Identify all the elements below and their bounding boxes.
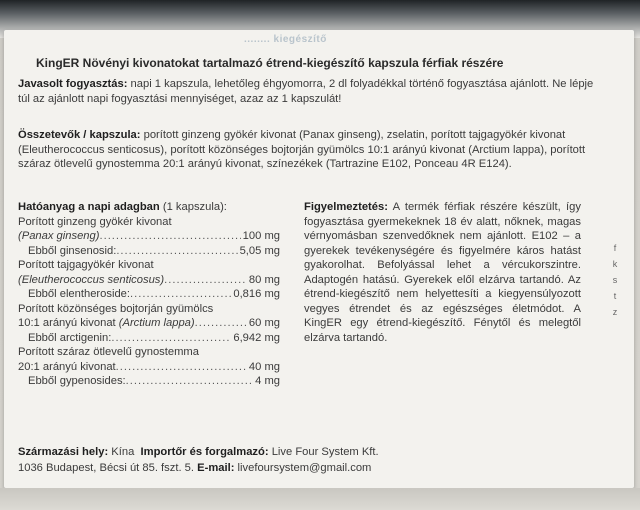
nutrition-subrow	[18, 244, 280, 259]
box-bottom-edge	[0, 488, 640, 510]
nutrition-subrow	[18, 331, 280, 346]
ingredient-ratio: 10:1 arányú kivonat	[18, 317, 119, 329]
ingredients-text: porított ginzeng gyökér kivonat (Panax ginseng), zselatin, porított tajgagyökér kivonat (Eleutherococcus senticosus), porított közönséges bojtorján gyümölcs 10:1 arányú kivonat (Arctium lappa), porított száraz ötlevelű gynostemma 20:1 arányú kivonat, színezékek (Tartrazine E102, Ponceau 4R E124).	[18, 129, 586, 170]
origin-value: Kína	[111, 446, 135, 458]
ingredient-amount: 100 mg	[242, 230, 280, 242]
nutrition-subrow	[18, 374, 280, 389]
sub-amount: 5,05 mg	[239, 244, 280, 257]
nutrition-heading	[18, 200, 280, 215]
warning-label: Figyelmeztetés:	[304, 201, 388, 213]
side-mark: f	[613, 243, 617, 253]
ingredient-latin: (Arctium lappa)	[118, 317, 195, 329]
email-label: E-mail:	[197, 462, 235, 474]
warning-text: A termék férfiak részére készült, így fogyasztása gyermekeknek 18 év alatt, nőknek, magas vérnyomásban szenvedőknek nem ajánlott. E102 – a gyerekek tevékenységére és figyelmére káros hatást gyakorolhat. Befolyással lehet a vércukorszintre. Adaptogén hatású. Gyerekek elől elzárva tartandó. Az étrend-kiegészítő nem helyettesíti a kiegyensúlyozott vegyes étrendet és az egészséges életmódot. A KingER egy étrend-kiegészítő. Fénytől és melegtől elzárva tartandó.	[304, 201, 581, 344]
ingredient-name: Porított ginzeng gyökér kivonat	[18, 215, 172, 228]
ingredient-amount: 60 mg	[248, 317, 280, 329]
ingredient-name: Porított tajgagyökér kivonat	[18, 259, 154, 271]
ingredient-name: Porított száraz ötlevelű gynostemma	[18, 346, 199, 358]
ingredient-amount: 40 mg	[248, 360, 280, 373]
side-mark: z	[612, 307, 618, 317]
product-label	[4, 30, 634, 488]
usage-section	[18, 77, 608, 106]
importer-label: Importőr és forgalmazó:	[140, 446, 269, 458]
sub-name: Ebből elentheroside:	[28, 288, 131, 300]
importer-value: Live Four System Kft.	[271, 446, 379, 458]
warning-section	[304, 200, 581, 345]
sub-amount: 0,816 mg	[233, 288, 280, 300]
faded-heading: ........ kiegészítő	[244, 34, 327, 45]
sub-amount: 4 mg	[255, 375, 280, 387]
usage-label: Javasolt fogyasztás:	[18, 78, 128, 90]
sub-name: Ebből ginsenosid:	[28, 244, 117, 257]
origin-label: Származási hely:	[18, 446, 109, 458]
ingredient-latin: (Panax ginseng)	[18, 230, 100, 242]
footer-section	[18, 444, 618, 476]
ingredient-amount: 80 mg	[248, 273, 280, 286]
nutrition-row	[18, 345, 280, 374]
side-mark: t	[613, 291, 617, 301]
sub-name: Ebből gypenosides:	[28, 375, 126, 387]
ingredient-name: Porított közönséges bojtorján gyümölcs	[18, 302, 214, 315]
nutrition-row	[18, 215, 280, 244]
side-mark: s	[612, 275, 618, 285]
email-value: livefoursystem@gmail.com	[237, 462, 372, 474]
ingredient-latin: (Eleutherococcus senticosus)	[18, 273, 165, 286]
nutrition-row	[18, 258, 280, 287]
nutrition-row	[18, 302, 280, 331]
side-mark: k	[612, 259, 618, 269]
product-title: KingER Növényi kivonatokat tartalmazó étrend-kiegészítő kapszula férfiak részére	[36, 56, 504, 70]
nutrition-table	[18, 200, 280, 389]
side-marks	[609, 240, 621, 320]
ingredients-section	[18, 128, 608, 172]
sub-name: Ebből arctigenin:	[28, 331, 112, 344]
usage-text: napi 1 kapszula, lehetőleg éhgyomorra, 2 dl folyadékkal történő fogyasztása ajánlott. Ne lépje túl az ajánlott napi fogyasztási mennyiséget, azaz az 1 kapszulát!	[18, 78, 594, 105]
ingredients-label: Összetevők / kapszula:	[18, 129, 141, 141]
nutrition-heading-bold: Hatóanyag a napi adagban	[18, 201, 160, 213]
nutrition-subrow	[18, 287, 280, 302]
sub-amount: 6,942 mg	[233, 331, 280, 344]
address: 1036 Budapest, Bécsi út 85. fszt. 5.	[18, 462, 195, 474]
ingredient-ratio: 20:1 arányú kivonat	[18, 360, 116, 373]
nutrition-heading-rest: (1 kapszula):	[162, 201, 227, 213]
